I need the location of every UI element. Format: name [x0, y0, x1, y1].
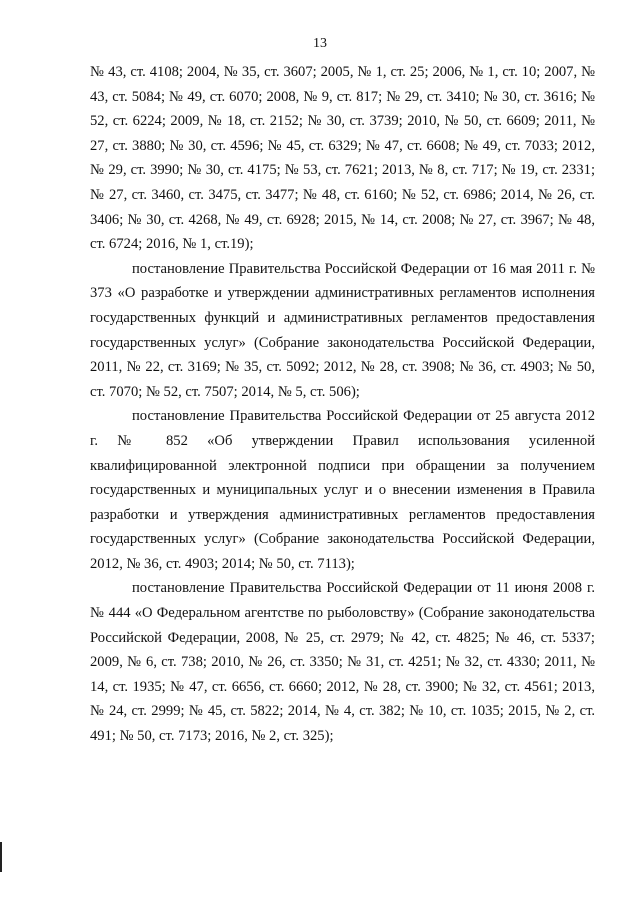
- scan-edge-mark: [0, 842, 2, 872]
- document-body: [90, 60, 595, 749]
- page-number: 13: [313, 36, 327, 51]
- paragraph-resolution-852: постановление Правительства Российской Федерации от 25 августа 2012 г. № 852 «Об утверждении Правил использования усиленной квалифицированной электронной подписи при обращении за получением государственных и муниципальных услуг и о внесении изменения в Правила разработки и утверждения административных регламентов предоставления государственных услуг» (Собрание законодательства Российской Федерации, 2012, № 36, ст. 4903; 2014; № 50, ст. 7113);: [90, 408, 595, 572]
- paragraph-resolution-444: постановление Правительства Российской Федерации от 11 июня 2008 г. № 444 «О Федеральном агентстве по рыболовству» (Собрание законодательства Российской Федерации, 2008, № 25, ст. 2979; № 42, ст. 4825; № 46, ст. 5337; 2009, № 6, ст. 738; 2010, № 26, ст. 3350; № 31, ст. 4251; № 32, ст. 4330; 2011, № 14, ст. 1935; № 47, ст. 6656, ст. 6660; 2012, № 28, ст. 3900; № 32, ст. 4561; 2013, № 24, ст. 2999; № 45, ст. 5822; 2014, № 4, ст. 382; № 10, ст. 1035; 2015, № 2, ст. 491; № 50, ст. 7173; 2016, № 2, ст. 325);: [90, 580, 595, 745]
- paragraph-resolution-373: постановление Правительства Российской Федерации от 16 мая 2011 г. № 373 «О разработке и утверждении административных регламентов исполнения государственных функций и административных регламентов предоставления государственных услуг» (Собрание законодательства Российской Федерации, 2011, № 22, ст. 3169; № 35, ст. 5092; 2012, № 28, ст. 3908; № 36, ст. 4903; № 50, ст. 7070; № 52, ст. 7507; 2014, № 5, ст. 506);: [90, 260, 595, 400]
- paragraph-continued-citations: № 43, ст. 4108; 2004, № 35, ст. 3607; 2005, № 1, ст. 25; 2006, № 1, ст. 10; 2007, № 43, ст. 5084; № 49, ст. 6070; 2008, № 9, ст. 817; № 29, ст. 3410; № 30, ст. 3616; № 52, ст. 6224; 2009, № 18, ст. 2152; № 30, ст. 3739; 2010, № 50, ст. 6609; 2011, № 27, ст. 3880; № 30, ст. 4596; № 45, ст. 6329; № 47, ст. 6608; № 49, ст. 7033; 2012, № 29, ст. 3990; № 30, ст. 4175; № 53, ст. 7621; 2013, № 8, ст. 717; № 19, ст. 2331; № 27, ст. 3460, ст. 3475, ст. 3477; № 48, ст. 6160; № 52, ст. 6986; 2014, № 26, ст. 3406; № 30, ст. 4268, № 49, ст. 6928; 2015, № 14, ст. 2008; № 27, ст. 3967; № 48, ст. 6724; 2016, № 1, ст.19);: [90, 64, 595, 253]
